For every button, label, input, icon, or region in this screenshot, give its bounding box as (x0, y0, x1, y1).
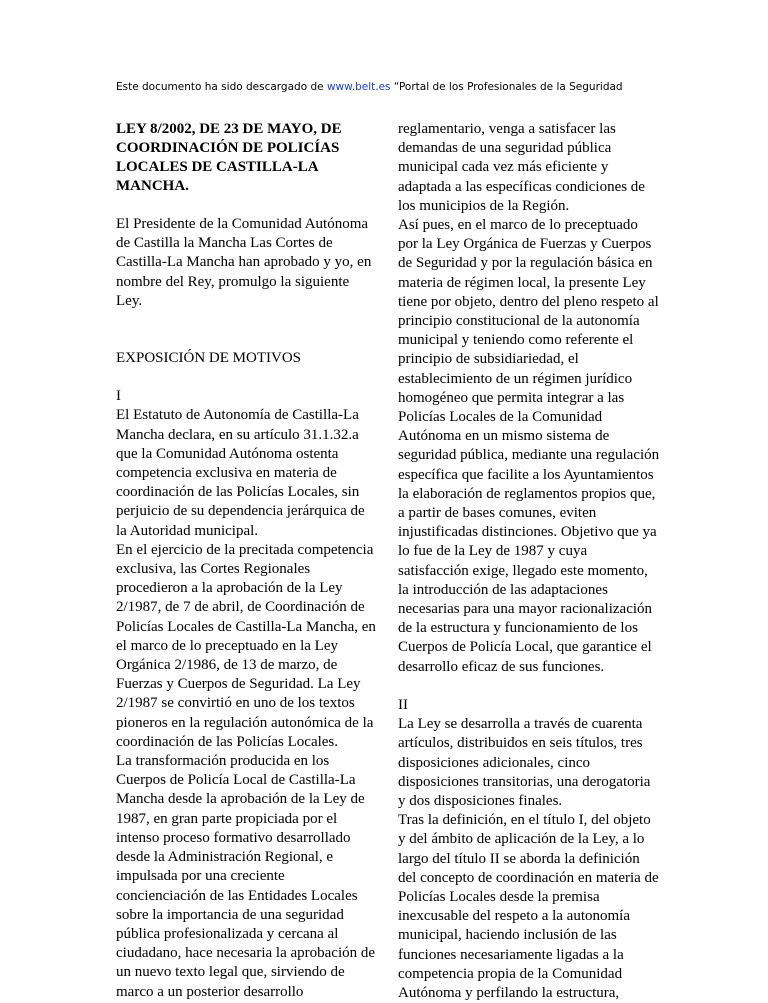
part-numeral-1: I (116, 388, 121, 405)
paragraph: Tras la definición, en el título I, del objeto y del ámbito de aplicación de la Ley, a lo largo del título II se aborda la definición del concepto de coordinación en materia de Policías Locales desde la premisa inexcusable del respeto a la autonomía municipal, haciendo inclusión de las funciones necesariamente ligadas a la competencia propia de la Comunidad Autónoma y perfilando la estructura, (398, 812, 659, 1001)
paragraph-split-start: La transformación producida en los Cuerpos de Policía Local de Castilla-La Mancha desde la aprobación de la Ley de 1987, en gran parte propiciada por el intenso proceso formativo desarrollado desde la Administración Regional, e impulsada por una creciente concienciación de las Entidades Locales sobre la importancia de una seguridad pública profesionalizada y cercana al ciudadano, hace necesaria la aprobación de un nuevo texto legal que, sirviendo de marco a un posterior desarrollo (116, 753, 376, 1000)
header-suffix: “Portal de los Profesionales de la Seguridad (390, 81, 623, 93)
download-notice-header (116, 80, 716, 94)
paragraph: En el ejercicio de la precitada competencia exclusiva, las Cortes Regionales procedieron a la aprobación de la Ley 2/1987, de 7 de abril, de Coordinación de Policías Locales de Castilla-La Mancha, en el marco de lo preceptuado en la Ley Orgánica 2/1986, de 13 de marzo, de Fuerzas y Cuerpos de Seguridad. La Ley 2/1987 se convirtió en uno de los textos pioneros en la regulación autonómica de la coordinación de las Policías Locales. (116, 541, 376, 750)
preamble: El Presidente de la Comunidad Autónoma de Castilla la Mancha Las Cortes de Castilla-La Mancha han aprobado y yo, en nombre del Rey, promulgo la siguiente Ley. (116, 216, 372, 309)
section-heading: EXPOSICIÓN DE MOTIVOS (116, 350, 302, 367)
paragraph: Así pues, en el marco de lo preceptuado por la Ley Orgánica de Fuerzas y Cuerpos de Seguridad y por la regulación básica en materia de régimen local, la presente Ley tiene por objeto, dentro del pleno respeto al principio constitucional de la autonomía municipal y teniendo como referente el principio de subsidiariedad, el establecimiento de un régimen jurídico homogéneo que permita integrar a las Policías Locales de la Comunidad Autónoma en un mismo sistema de seguridad pública, mediante una regulación específica que facilite a los Ayuntamientos la elaboración de reglamentos propios que, a partir de bases comunes, eviten injustificadas distinciones. Objetivo que ya lo fue de la Ley de 1987 y cuya satisfacción exige, llegado este momento, la introducción de las adaptaciones necesarias para una mayor racionalización de la estructura y funcionamiento de los Cuerpos de Policía Local, que garantice el desarrollo eficaz de sus funciones. (398, 217, 660, 675)
left-column (116, 120, 378, 1002)
right-column (398, 120, 660, 1003)
paragraph-split-end: reglamentario, venga a satisfacer las demandas de una seguridad pública municipal cada vez más eficiente y adaptada a las específicas condiciones de los municipios de la Región. (398, 121, 645, 214)
part-numeral-2: II (398, 696, 408, 713)
header-prefix: Este documento ha sido descargado de (116, 81, 327, 93)
law-title: LEY 8/2002, DE 23 DE MAYO, DE COORDINACIÓN DE POLICÍAS LOCALES DE CASTILLA-LA MANCHA. (116, 121, 342, 194)
paragraph: La Ley se desarrolla a través de cuarenta artículos, distribuidos en seis títulos, tres disposiciones adicionales, cinco disposiciones transitorias, una derogatoria y dos disposiciones finales. (398, 716, 651, 809)
paragraph: El Estatuto de Autonomía de Castilla-La Mancha declara, en su artículo 31.1.32.a que la Comunidad Autónoma ostenta competencia exclusiva en materia de coordinación de las Policías Locales, sin perjuicio de su dependencia jerárquica de la Autoridad municipal. (116, 407, 365, 539)
belt-link[interactable]: www.belt.es (326, 81, 391, 93)
